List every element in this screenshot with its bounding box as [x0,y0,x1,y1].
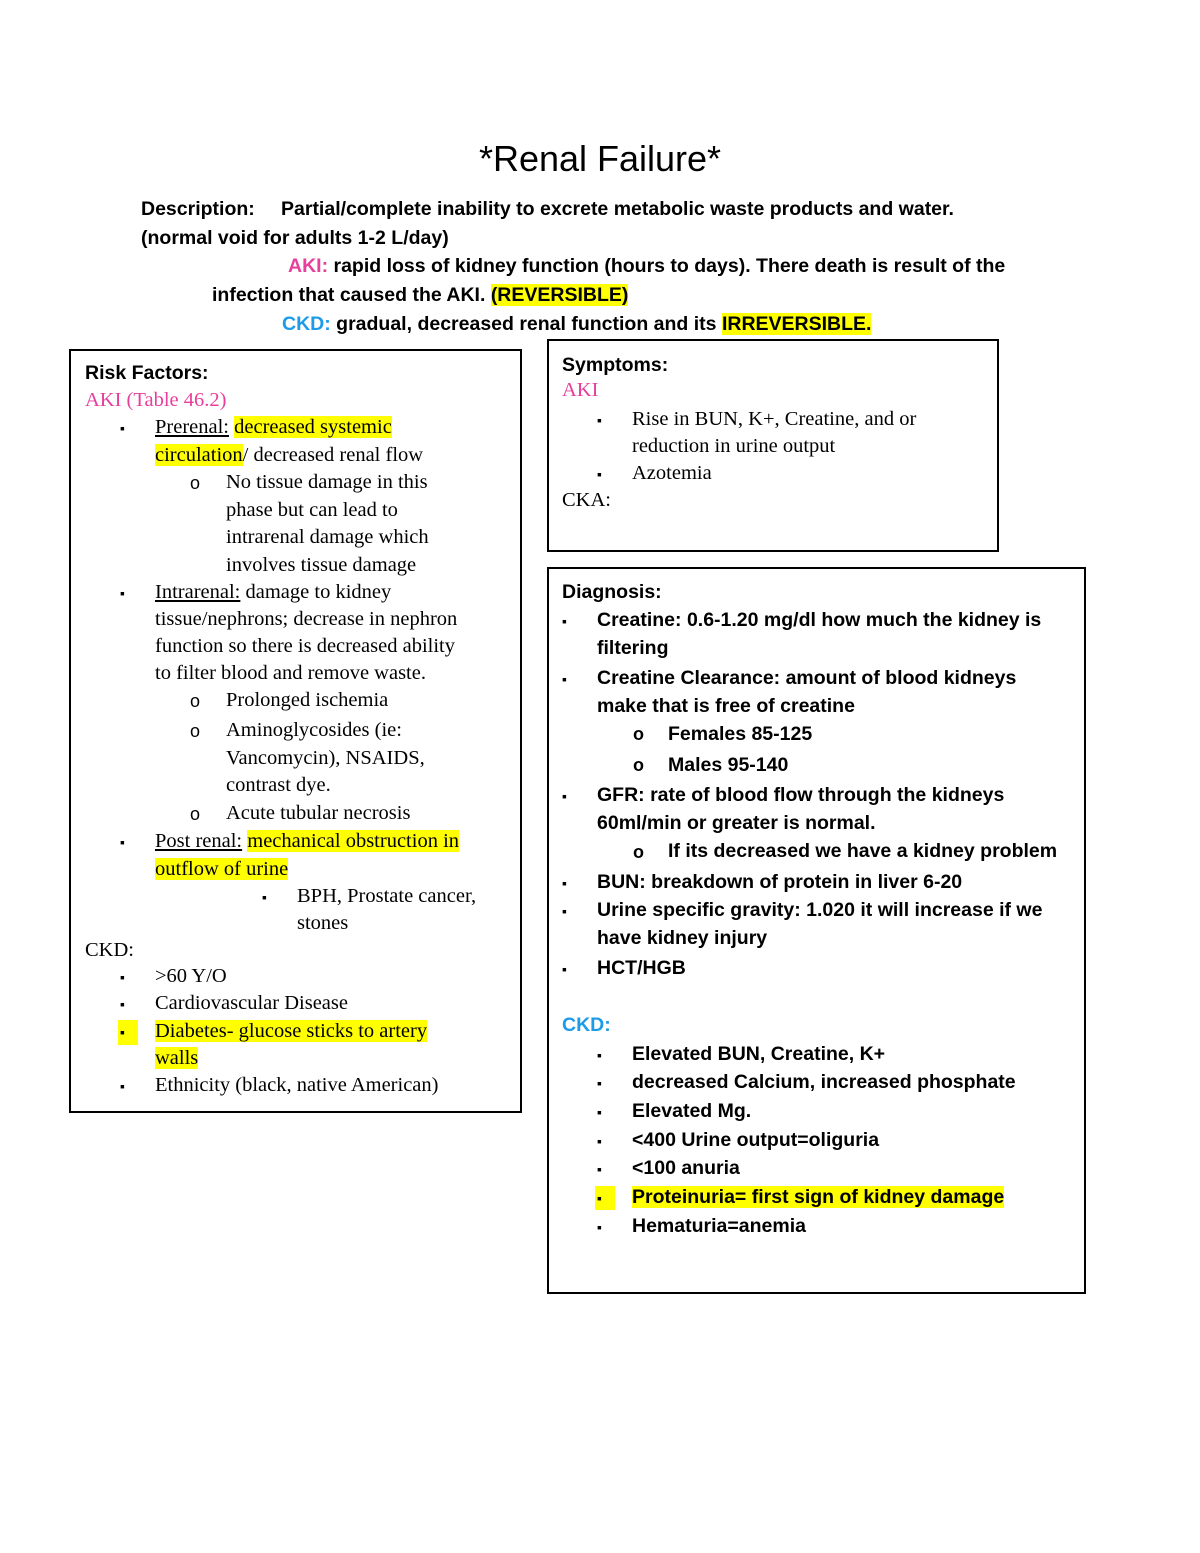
proteinuria-highlight: Proteinuria= first sign of kidney damage [632,1186,1005,1208]
diagnosis-item: 60ml/min or greater is normal. [597,812,876,834]
irreversible-highlight: IRREVERSIBLE. [721,313,872,335]
square-bullet-icon: ▪ [597,1075,602,1091]
ckd-text: gradual, decreased renal function and its [336,313,717,335]
intrarenal-line1 [155,581,391,604]
prerenal-highlight-1: decreased systemic [234,416,392,438]
diagnosis-item: make that is free of creatine [597,695,855,717]
intrarenal-sub-item: Aminoglycosides (ie: [226,719,402,741]
square-bullet-icon: ▪ [597,1133,602,1149]
ckd-risk-item: Ethnicity (black, native American) [155,1074,439,1096]
postrenal-sub-item: BPH, Prostate cancer, [297,885,477,907]
page-title: *Renal Failure* [478,138,722,179]
aki-description-line2 [212,284,628,307]
intrarenal-sub-item: Acute tubular necrosis [226,802,411,824]
postrenal-line1 [155,830,459,853]
diagnosis-item: HCT/HGB [597,957,686,979]
intrarenal-line: tissue/nephrons; decrease in nephron [155,608,458,630]
diagnosis-ckd-item: Elevated Mg. [632,1100,752,1122]
hollow-circle-bullet-icon: o [633,724,644,744]
ckd-risk-item [155,1020,427,1043]
diagnosis-ckd-item: decreased Calcium, increased phosphate [632,1071,1016,1093]
prerenal-sub-line: intrarenal damage which [226,526,429,548]
square-bullet-icon: ▪ [597,1104,602,1120]
description-label: Description: [141,198,255,220]
diagnosis-item: Creatine: 0.6-1.20 mg/dl how much the kidney is [597,609,1042,631]
diagnosis-sub-item: If its decreased we have a kidney problem [668,840,1058,862]
intrarenal-sub-item: Vancomycin), NSAIDS, [226,747,425,769]
square-bullet-icon: ▪ [562,788,567,804]
prerenal-sub-line: No tissue damage in this [226,471,428,493]
diabetes-highlight: Diabetes- glucose sticks to artery [155,1020,428,1042]
intrarenal-sub-item: contrast dye. [226,774,331,796]
diagnosis-ckd-item: Elevated BUN, Creatine, K+ [632,1043,886,1065]
aki-label: AKI: [288,255,329,277]
diagnosis-ckd-item: <100 anuria [632,1157,740,1179]
square-bullet-icon: ▪ [262,889,267,905]
diagnosis-item: have kidney injury [597,927,768,949]
square-bullet-icon: ▪ [562,903,567,919]
prerenal-sub-line: phase but can lead to [226,499,398,521]
square-bullet-icon: ▪ [120,834,125,850]
postrenal-label: Post renal: [155,830,243,852]
diagnosis-sub-item: Males 95-140 [668,754,789,776]
diagnosis-ckd-item [632,1186,1004,1209]
prerenal-line1 [155,416,392,439]
square-bullet-icon: ▪ [120,996,125,1012]
diagnosis-heading: Diagnosis: [562,581,662,603]
symptom-item: Rise in BUN, K+, Creatine, and or [632,408,917,430]
diagnosis-ckd-item: <400 Urine output=oliguria [632,1129,880,1151]
symptoms-aki-heading: AKI [562,379,599,401]
ckd-risk-item: Cardiovascular Disease [155,992,348,1014]
aki-text-2: infection that caused the AKI. [212,284,486,306]
aki-description [288,255,1005,278]
intrarenal-text: damage to kidney [240,581,392,603]
cka-heading: CKA: [562,489,611,511]
aki-table-heading: AKI (Table 46.2) [85,389,227,411]
prerenal-rest: / decreased renal flow [242,444,424,466]
hollow-circle-bullet-icon: o [190,473,201,493]
diagnosis-item: Creatine Clearance: amount of blood kidneys [597,667,1017,689]
postrenal-highlight-2: outflow of urine [155,858,289,880]
postrenal-sub-item: stones [297,912,349,934]
square-bullet-icon: ▪ [597,412,602,428]
intrarenal-line: to filter blood and remove waste. [155,662,426,684]
symptom-item: Azotemia [632,462,712,484]
postrenal-line2 [155,858,288,881]
aki-text: rapid loss of kidney function (hours to days). There death is result of the [333,255,1006,277]
square-bullet-icon: ▪ [597,1219,602,1235]
square-bullet-icon: ▪ [597,466,602,482]
postrenal-highlight-1: mechanical obstruction in [247,830,460,852]
square-bullet-icon: ▪ [562,613,567,629]
ckd-description [282,313,871,336]
square-bullet-icon: ▪ [562,875,567,891]
risk-factors-heading: Risk Factors: [85,362,209,384]
symptom-item: reduction in urine output [632,435,836,457]
diagnosis-ckd-item: Hematuria=anemia [632,1215,806,1237]
square-bullet-icon: ▪ [120,585,125,601]
prerenal-line2 [155,444,423,467]
diagnosis-item: Urine specific gravity: 1.020 it will increase if we [597,899,1043,921]
ckd-label: CKD: [282,313,331,335]
diagnosis-item: GFR: rate of blood flow through the kidneys [597,784,1005,806]
intrarenal-sub-item: Prolonged ischemia [226,689,389,711]
square-bullet-icon: ▪ [120,969,125,985]
square-bullet-icon: ▪ [120,1024,125,1040]
square-bullet-icon: ▪ [120,420,125,436]
hollow-circle-bullet-icon: o [633,755,644,775]
prerenal-highlight-2: circulation [155,444,243,466]
ckd-risk-heading: CKD: [85,939,134,961]
prerenal-label: Prerenal: [155,416,229,438]
symptoms-heading: Symptoms: [562,354,669,376]
normal-void-text: (normal void for adults 1-2 L/day) [141,227,449,249]
square-bullet-icon: ▪ [597,1161,602,1177]
square-bullet-icon: ▪ [597,1190,602,1206]
walls-highlight: walls [155,1047,199,1069]
ckd-risk-item [155,1047,198,1070]
intrarenal-label: Intrarenal: [155,581,241,603]
description-text: Partial/complete inability to excrete metabolic waste products and water. [281,198,954,220]
diagnosis-item: BUN: breakdown of protein in liver 6-20 [597,871,963,893]
diagnosis-item: filtering [597,637,669,659]
intrarenal-line: function so there is decreased ability [155,635,455,657]
square-bullet-icon: ▪ [562,671,567,687]
diagnosis-sub-item: Females 85-125 [668,723,813,745]
square-bullet-icon: ▪ [562,961,567,977]
hollow-circle-bullet-icon: o [633,842,644,862]
reversible-highlight: (REVERSIBLE) [490,284,629,306]
hollow-circle-bullet-icon: o [190,691,201,711]
hollow-circle-bullet-icon: o [190,804,201,824]
square-bullet-icon: ▪ [597,1047,602,1063]
ckd-risk-item: >60 Y/O [155,965,227,987]
diagnosis-ckd-heading: CKD: [562,1014,611,1036]
prerenal-sub-line: involves tissue damage [226,554,417,576]
hollow-circle-bullet-icon: o [190,721,201,741]
square-bullet-icon: ▪ [120,1078,125,1094]
